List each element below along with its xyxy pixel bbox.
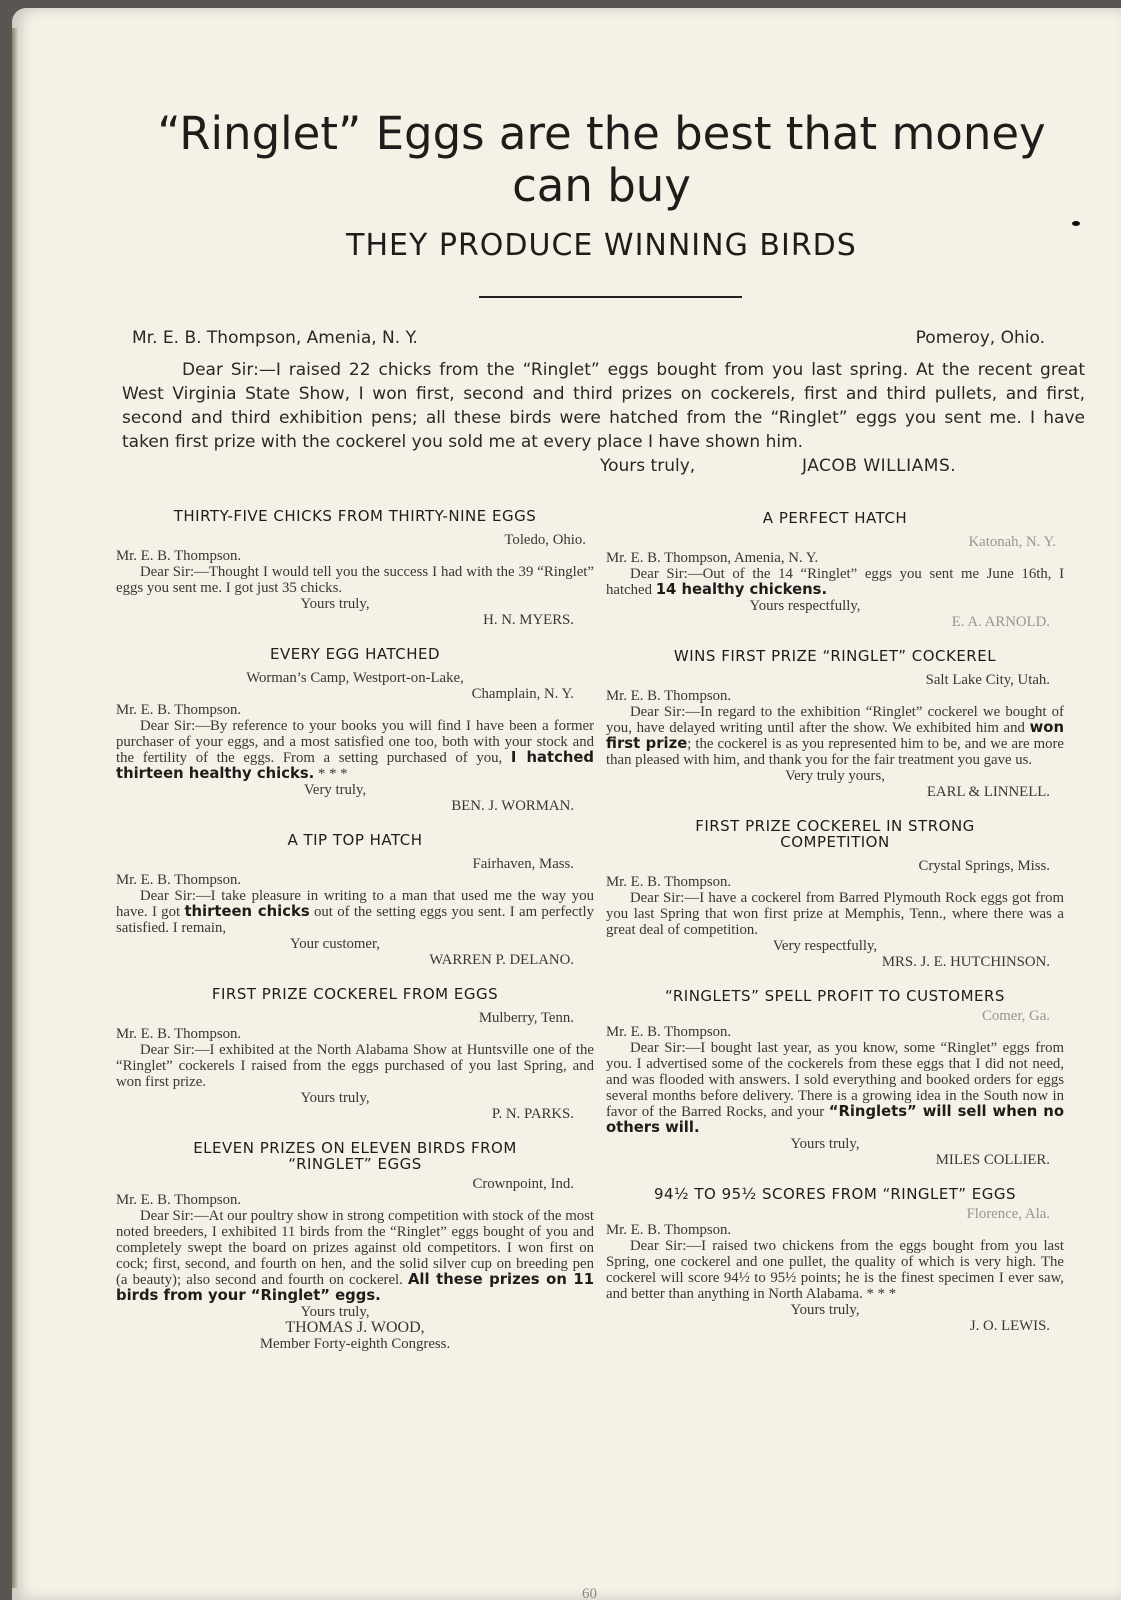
body-end: * * * — [314, 766, 348, 782]
testimonial-addressee: Mr. E. B. Thompson. — [116, 548, 242, 564]
testimonial-heading: FIRST PRIZE COCKEREL FROM EGGS — [211, 985, 499, 1003]
body-text: Dear Sir:—At our poultry show in strong competition with stock of the most noted breeders, I exhibited 11 birds from the “Ringlet” eggs bought of you and completely swept the board on prizes against old competitors. I won first on cock; first, second, and fourth on hen, and the solid silver cup on breeding pen (a beauty); also second and fourth on cockerel. — [116, 1208, 594, 1288]
testimonial-heading: A PERFECT HATCH — [762, 509, 908, 527]
testimonial-location: Worman’s Camp, Westport-on-Lake, — [246, 670, 464, 686]
body-text: Dear Sir:—Out of the 14 “Ringlet” eggs you sent me June 16th, I hatched — [606, 566, 1064, 598]
catalog-page — [12, 8, 1121, 1600]
testimonial — [606, 648, 1064, 800]
testimonial — [606, 988, 1064, 1168]
testimonial-location: Crownpoint, Ind. — [472, 1176, 574, 1192]
main-letter — [122, 326, 1085, 480]
testimonial-location-line-2: Champlain, N. Y. — [471, 686, 574, 702]
testimonial-signature: EARL & LINNELL. — [926, 784, 1050, 800]
testimonial-heading: THIRTY-FIVE CHICKS FROM THIRTY-NINE EGGS — [173, 507, 537, 525]
body-emphasis: 14 healthy chickens. — [655, 581, 828, 598]
body-text: Dear Sir:—By reference to your books you will find I have been a former purchaser of your eggs, and a most satisfied one too, both with your stock and the fertility of the eggs. From a setting purchased of you, — [116, 718, 594, 766]
testimonial-addressee: Mr. E. B. Thompson. — [116, 1026, 242, 1042]
testimonial-signature: MRS. J. E. HUTCHINSON. — [881, 954, 1050, 970]
testimonial-signature: WARREN P. DELANO. — [429, 952, 574, 968]
testimonial-closing: Yours truly, — [790, 1136, 860, 1152]
testimonial-closing: Very truly yours, — [785, 768, 885, 784]
testimonial-heading-line-2: “RINGLET” EGGS — [288, 1155, 422, 1173]
testimonial-addressee: Mr. E. B. Thompson. — [116, 702, 242, 718]
testimonial-closing: Yours truly, — [300, 1304, 370, 1320]
page-number: 60 — [582, 1586, 597, 1600]
testimonial-signature: E. A. ARNOLD. — [951, 614, 1050, 630]
testimonial — [116, 646, 594, 814]
body-emphasis: “Ringlets” will sell when no others will. — [606, 1103, 1065, 1136]
letter-body: Dear Sir:—I raised 22 chicks from the “Ringlet” eggs bought from you last spring. At the recent great West Virginia State Show, I won first, second and third prizes on cockerels, first and third pullets, and first, second and third exhibition pens; all these birds were hatched from the “Ringlet” eggs you sent me. I have taken first prize with the cockerel you sold me at every place I have shown him. — [122, 360, 1085, 452]
testimonial-addressee: Mr. E. B. Thompson. — [116, 1192, 242, 1208]
testimonial-body — [116, 888, 594, 936]
testimonial-signature: BEN. J. WORMAN. — [451, 798, 574, 814]
body-end: out of the setting eggs you sent. I am perfectly satisfied. I remain, — [116, 904, 595, 936]
testimonial-heading-line-2: COMPETITION — [780, 833, 890, 851]
testimonial-signature: H. N. MYERS. — [483, 612, 574, 628]
testimonial-body — [606, 566, 1064, 598]
testimonial-closing: Your customer, — [290, 936, 380, 952]
testimonial-addressee: Mr. E. B. Thompson, Amenia, N. Y. — [606, 550, 819, 566]
testimonial-location: Katonah, N. Y. — [968, 534, 1056, 550]
body-text: Dear Sir:—I take pleasure in writing to a man that used me the way you have. I got — [116, 888, 594, 920]
testimonial-body — [606, 1040, 1064, 1136]
testimonial-location: Salt Lake City, Utah. — [925, 672, 1050, 688]
testimonial-body: Dear Sir:—I exhibited at the North Alabama Show at Huntsville one of the “Ringlet” cockerels I raised from the eggs purchased of you last Spring, and won first prize. — [116, 1042, 594, 1090]
testimonial-signature: MILES COLLIER. — [935, 1152, 1050, 1168]
left-column — [116, 508, 594, 1352]
testimonial-addressee: Mr. E. B. Thompson. — [116, 872, 242, 888]
testimonial-body: Dear Sir:—Thought I would tell you the success I had with the 39 “Ringlet” eggs you sent me. I got just 35 chicks. — [116, 564, 594, 596]
subtitle: THEY PRODUCE WINNING BIRDS — [346, 228, 857, 263]
testimonial-closing: Yours truly, — [790, 1302, 860, 1318]
testimonial-heading: 94½ TO 95½ SCORES FROM “RINGLET” EGGS — [653, 1185, 1017, 1203]
testimonial — [116, 832, 594, 968]
body-emphasis: I hatched thirteen healthy chicks. — [116, 749, 595, 782]
testimonial-body: Dear Sir:—I raised two chickens from the eggs bought from you last Spring, one cockerel and one pullet, the quality of which is very high. The cockerel will score 94½ to 95½ points; he is the finest specimen I ever saw, and better than anything in North Alabama. * * * — [606, 1238, 1064, 1302]
testimonial — [606, 510, 1064, 630]
testimonial-location: Crystal Springs, Miss. — [918, 858, 1050, 874]
testimonial-heading: “RINGLETS” SPELL PROFIT TO CUSTOMERS — [665, 987, 1005, 1005]
letter-closing: Yours truly, — [600, 456, 696, 476]
testimonial-body — [116, 1208, 594, 1304]
testimonial-signature-title: Member Forty-eighth Congress. — [259, 1336, 451, 1352]
testimonial-heading: A TIP TOP HATCH — [287, 831, 423, 849]
testimonial-location: Comer, Ga. — [981, 1008, 1050, 1024]
testimonial-heading: FIRST PRIZE COCKEREL IN STRONG — [695, 817, 975, 835]
body-emphasis: thirteen chicks — [184, 903, 310, 920]
headline-line-1: “Ringlet” Eggs are the best that money — [157, 107, 1046, 160]
testimonial-location: Fairhaven, Mass. — [472, 856, 574, 872]
letter-addressee: Mr. E. B. Thompson, Amenia, N. Y. — [132, 328, 418, 348]
right-column — [606, 510, 1064, 1334]
testimonial-location: Toledo, Ohio. — [504, 532, 586, 548]
testimonial — [116, 1140, 594, 1352]
headline — [112, 108, 1091, 212]
testimonial — [116, 986, 594, 1122]
body-text: Dear Sir:—In regard to the exhibition “Ringlet” cockerel we bought of you, have delayed writing until after the show. We exhibited him and — [606, 704, 1064, 736]
testimonial — [116, 508, 594, 628]
body-text: Dear Sir:—I bought last year, as you know, some “Ringlet” eggs from you. I advertised some of the cockerels from these eggs that I did not need, and was flooded with answers. I sold everything and booked orders for eggs several months before delivery. There is a growing idea in the South now in favor of the Barred Rocks, and your — [606, 1040, 1064, 1120]
testimonial-signature: P. N. PARKS. — [491, 1106, 574, 1122]
testimonial-signature: J. O. LEWIS. — [969, 1318, 1050, 1334]
testimonial-body — [116, 718, 594, 782]
testimonial-closing: Very respectfully, — [772, 938, 878, 954]
letter-signature: JACOB WILLIAMS. — [802, 456, 957, 476]
divider-rule — [479, 296, 742, 298]
page-edge — [12, 28, 18, 1588]
testimonial-closing: Yours respectfully, — [749, 598, 861, 614]
testimonial-addressee: Mr. E. B. Thompson. — [606, 1024, 732, 1040]
testimonial-heading: WINS FIRST PRIZE “RINGLET” COCKEREL — [673, 647, 997, 665]
testimonial-location: Mulberry, Tenn. — [478, 1010, 574, 1026]
body-emphasis: All these prizes on 11 birds from your “Ringlet” eggs. — [116, 1271, 595, 1304]
headline-line-2: can buy — [512, 159, 691, 212]
testimonial-body: Dear Sir:—I have a cockerel from Barred Plymouth Rock eggs got from you last Spring that won first prize at Memphis, Tenn., where there was a great deal of competition. — [606, 890, 1064, 938]
letter-location: Pomeroy, Ohio. — [915, 328, 1045, 348]
body-end: ; the cockerel is as you represented him to be, and we are more than pleased with him, and thank you for the fair treatment you gave us. — [606, 736, 1065, 768]
testimonial-addressee: Mr. E. B. Thompson. — [606, 688, 732, 704]
testimonial-addressee: Mr. E. B. Thompson. — [606, 1222, 732, 1238]
testimonial-closing: Yours truly, — [300, 1090, 370, 1106]
testimonial-addressee: Mr. E. B. Thompson. — [606, 874, 732, 890]
ink-mark — [1072, 221, 1080, 226]
testimonial-body — [606, 704, 1064, 768]
body-emphasis: won first prize — [606, 719, 1064, 752]
testimonial-heading: EVERY EGG HATCHED — [269, 645, 441, 663]
testimonial-closing: Very truly, — [303, 782, 367, 798]
testimonial-closing: Yours truly, — [300, 596, 370, 612]
testimonial-signature: THOMAS J. WOOD, — [285, 1319, 425, 1336]
testimonial — [606, 818, 1064, 970]
testimonial-location: Florence, Ala. — [966, 1206, 1050, 1222]
testimonial — [606, 1186, 1064, 1334]
testimonial-heading: ELEVEN PRIZES ON ELEVEN BIRDS FROM — [193, 1139, 517, 1157]
